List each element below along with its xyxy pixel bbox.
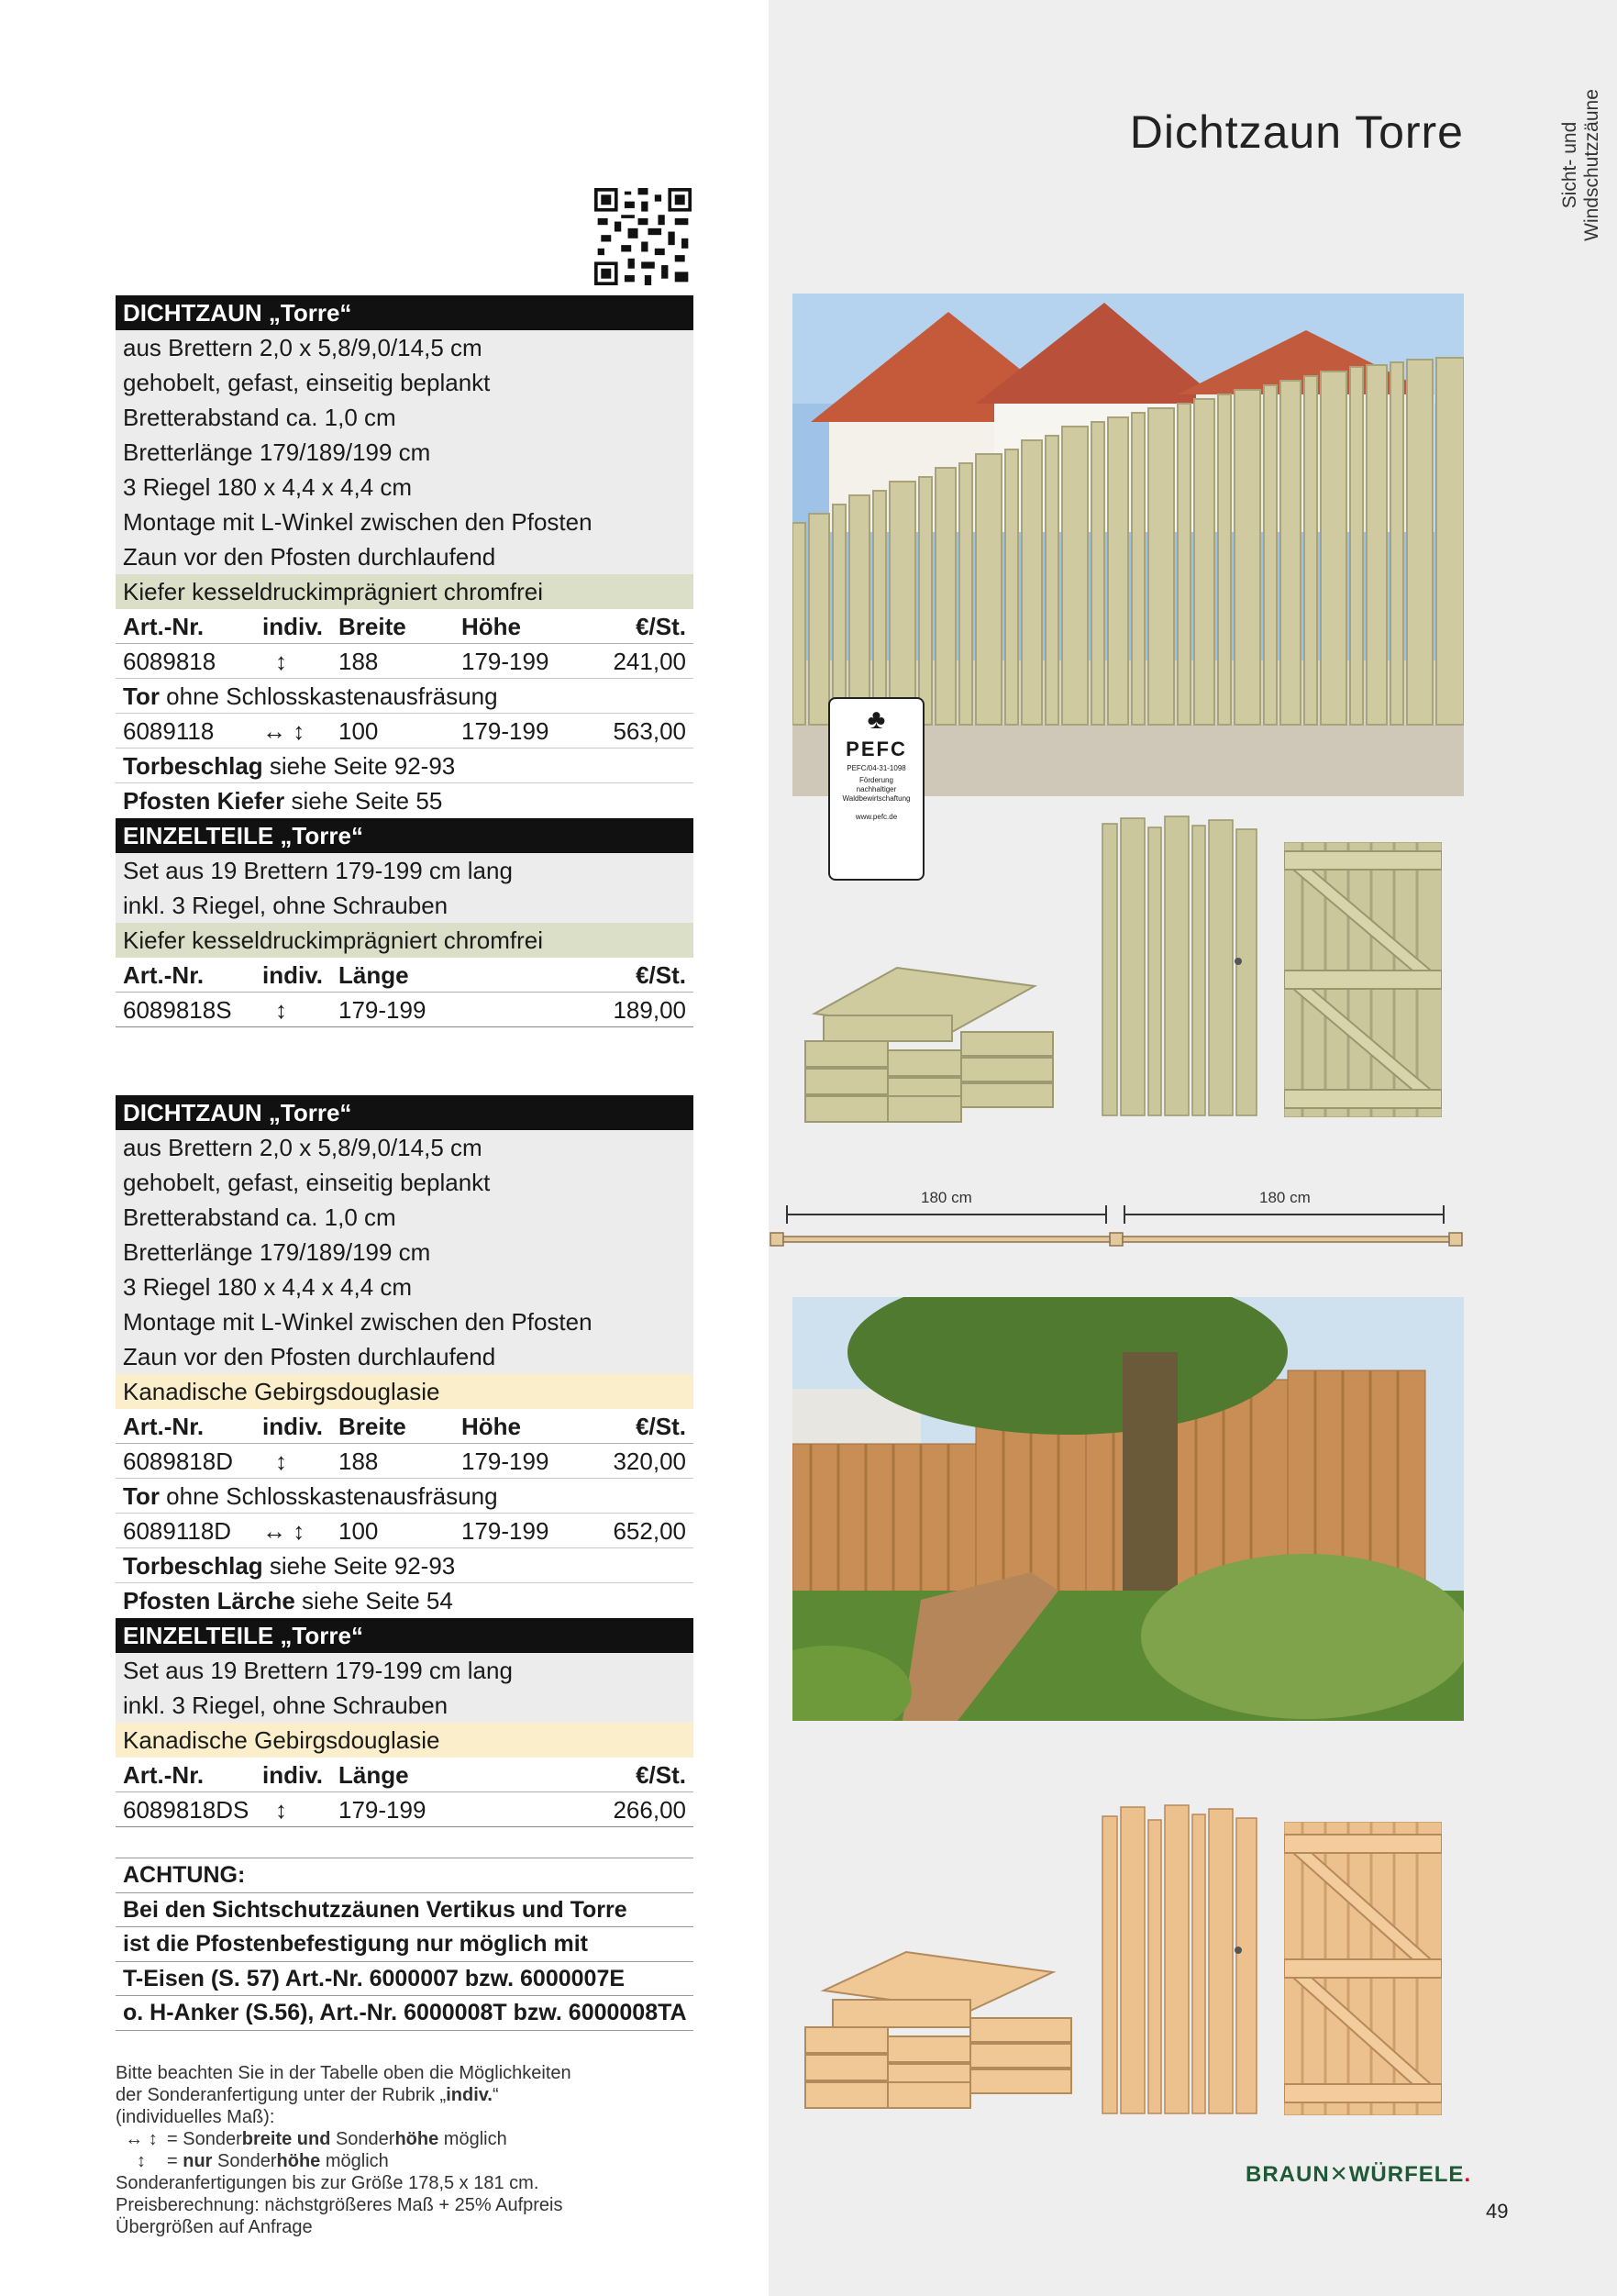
section1-tor: [116, 679, 693, 714]
laenge: 179-199: [338, 1796, 426, 1824]
section2-einzel-desc-2: inkl. 3 Riegel, ohne Schrauben: [116, 1688, 693, 1723]
section2-einzel-heading: EINZELTEILE „Torre“: [116, 1618, 693, 1653]
legend-part: =: [167, 2151, 183, 2171]
footnote-line-2: [116, 2084, 684, 2106]
beschlag-label: Torbeschlag: [123, 1552, 263, 1580]
section1-desc-1: aus Brettern 2,0 x 5,8/9,0/14,5 cm: [116, 330, 693, 365]
boards-stack-douglas: [796, 1945, 1080, 2110]
beschlag-text: siehe Seite 92-93: [262, 752, 456, 780]
col-art: Art.-Nr.: [123, 613, 205, 640]
footnote-line-6: Übergrößen auf Anfrage: [116, 2217, 313, 2237]
preis: 241,00: [613, 648, 686, 675]
width-height-icon: ↔ ↕: [125, 2129, 158, 2149]
side-tab-line2: Windschutzzäune: [1581, 89, 1602, 241]
section1-wood: Kiefer kesseldruckimprägniert chromfrei: [116, 574, 693, 609]
notice-line-1: ACHTUNG:: [116, 1858, 693, 1893]
section1-col-headers: [116, 609, 693, 644]
side-tab-line1: Sicht- und: [1559, 121, 1580, 209]
preis: 189,00: [613, 996, 686, 1024]
legend-bold: höhe: [394, 2129, 439, 2149]
col-indiv: indiv.: [262, 1761, 323, 1789]
brand-dot: .: [1464, 2162, 1472, 2187]
gate-back-douglas: [1284, 1822, 1442, 2115]
preis: 563,00: [613, 717, 686, 745]
legend-part: möglich: [438, 2129, 507, 2149]
section1-desc-4: Bretterlänge 179/189/199 cm: [116, 435, 693, 470]
pefc-text-2: nachhaltiger: [856, 785, 897, 793]
col-preis: €/St.: [636, 1413, 686, 1440]
dimension-label-1: 180 cm: [921, 1189, 972, 1206]
pfosten-text: siehe Seite 54: [294, 1587, 453, 1614]
preis: 320,00: [613, 1447, 686, 1475]
hoehe: 179-199: [461, 717, 549, 745]
tor-text: ohne Schlosskastenausfräsung: [159, 682, 498, 710]
hoehe: 179-199: [461, 1447, 549, 1475]
boards-stack-pine: [796, 959, 1064, 1124]
pfosten-label: Pfosten Kiefer: [123, 787, 285, 815]
col-indiv: indiv.: [262, 961, 323, 989]
col-hoehe: Höhe: [461, 1413, 521, 1440]
legend-row-1: [116, 2128, 684, 2150]
section2-einzel-wood: Kanadische Gebirgsdouglasie: [116, 1723, 693, 1758]
footnote-line-5: Preisberechnung: nächstgrößeres Maß + 25% Aufpreis: [116, 2195, 563, 2215]
section2-desc-4: Bretterlänge 179/189/199 cm: [116, 1235, 693, 1270]
pefc-label: [828, 697, 925, 881]
handle-icon: [1235, 1947, 1242, 1954]
indiv-icon: ↕: [275, 996, 287, 1024]
laenge: 179-199: [338, 996, 426, 1024]
beschlag-text: siehe Seite 92-93: [262, 1552, 456, 1580]
pefc-text-1: Förderung: [859, 776, 893, 784]
indiv-icon: ↕: [275, 648, 287, 675]
section2-desc-2: gehobelt, gefast, einseitig beplankt: [116, 1165, 693, 1200]
col-art: Art.-Nr.: [123, 1413, 205, 1440]
page-title: Dichtzaun Torre: [1129, 106, 1464, 158]
table-row: [116, 714, 693, 749]
col-laenge: Länge: [338, 1761, 409, 1789]
section1-desc-3: Bretterabstand ca. 1,0 cm: [116, 400, 693, 435]
legend-text: [167, 2150, 389, 2172]
indiv-icon: ↔ ↕: [262, 717, 305, 745]
footnote-indiv: indiv.: [446, 2085, 493, 2105]
indiv-icon: ↕: [275, 1796, 287, 1824]
section2-wood: Kanadische Gebirgsdouglasie: [116, 1374, 693, 1409]
height-icon: ↕: [137, 2151, 146, 2171]
art-nr: 6089818S: [123, 996, 232, 1024]
col-indiv: indiv.: [262, 613, 323, 640]
section2-desc-5: 3 Riegel 180 x 4,4 x 4,4 cm: [116, 1270, 693, 1304]
pefc-url: www.pefc.de: [855, 813, 898, 821]
pefc-text-3: Waldbewirtschaftung: [842, 794, 911, 803]
beschlag-label: Torbeschlag: [123, 752, 263, 780]
col-indiv: indiv.: [262, 1413, 323, 1440]
footnote-quote: “: [492, 2085, 499, 2105]
col-breite: Breite: [338, 1413, 406, 1440]
breite: 100: [338, 717, 379, 745]
fence-dimension-diagram: [769, 1183, 1466, 1257]
legend-part: Sonder: [330, 2129, 395, 2149]
col-preis: €/St.: [636, 961, 686, 989]
section1-einzel-desc-1: Set aus 19 Brettern 179-199 cm lang: [116, 853, 693, 888]
section1-einzel-desc-2: inkl. 3 Riegel, ohne Schrauben: [116, 888, 693, 923]
qr-code: [594, 188, 692, 285]
section1-pfosten: [116, 783, 693, 818]
section1-desc-7: Zaun vor den Pfosten durchlaufend: [116, 539, 693, 574]
col-art: Art.-Nr.: [123, 961, 205, 989]
col-art: Art.-Nr.: [123, 1761, 205, 1789]
preis: 266,00: [613, 1796, 686, 1824]
table-row: [116, 1792, 693, 1827]
section1-einzel-col-headers: [116, 958, 693, 993]
tree-icon: ♣: [867, 704, 886, 735]
legend-bold: höhe: [276, 2151, 321, 2171]
col-breite: Breite: [338, 613, 406, 640]
footnote-line-4: Sonderanfertigungen bis zur Größe 178,5 x 181 cm.: [116, 2173, 539, 2193]
section2-heading: DICHTZAUN „Torre“: [116, 1095, 693, 1130]
notice-box: [116, 1858, 693, 2031]
section1-einzel-wood: Kiefer kesseldruckimprägniert chromfrei: [116, 923, 693, 958]
tor-text: ohne Schlosskastenausfräsung: [159, 1482, 498, 1510]
section2-col-headers: [116, 1409, 693, 1444]
section2-desc-1: aus Brettern 2,0 x 5,8/9,0/14,5 cm: [116, 1130, 693, 1165]
col-preis: €/St.: [636, 1761, 686, 1789]
breite: 100: [338, 1517, 379, 1545]
gate-back-pine: [1284, 842, 1442, 1117]
legend-bold: nur: [183, 2151, 213, 2171]
notice-line-4: T-Eisen (S. 57) Art.-Nr. 6000007 bzw. 6000007E: [116, 1962, 693, 1997]
art-nr: 6089818DS: [123, 1796, 249, 1824]
section1-heading: DICHTZAUN „Torre“: [116, 295, 693, 330]
footnote: [116, 2062, 684, 2238]
indiv-icon: ↔ ↕: [262, 1517, 305, 1545]
art-nr: 6089818D: [123, 1447, 233, 1475]
art-nr: 6089118: [123, 717, 215, 745]
dimension-label-2: 180 cm: [1259, 1189, 1311, 1206]
gate-front-douglas: [1101, 1803, 1258, 2115]
brand-logo: [1246, 2161, 1471, 2188]
pefc-logo-text: PEFC: [846, 738, 907, 760]
notice-line-3: ist die Pfostenbefestigung nur möglich mit: [116, 1927, 693, 1962]
brand-part-2: WÜRFELE: [1348, 2162, 1465, 2187]
table-row: [116, 1444, 693, 1479]
gate-front-pine: [1101, 815, 1258, 1117]
footnote-text: der Sonderanfertigung unter der Rubrik „: [116, 2085, 447, 2105]
legend-row-2: [116, 2150, 684, 2172]
pfosten-text: siehe Seite 55: [284, 787, 443, 815]
hoehe: 179-199: [461, 1517, 549, 1545]
section1-desc-6: Montage mit L-Winkel zwischen den Pfosten: [116, 505, 693, 539]
section2-einzel-col-headers: [116, 1758, 693, 1792]
section1-desc-2: gehobelt, gefast, einseitig beplankt: [116, 365, 693, 400]
pfosten-label: Pfosten Lärche: [123, 1587, 295, 1614]
breite: 188: [338, 648, 379, 675]
section2-table: [116, 1095, 693, 1827]
indiv-icon: ↕: [275, 1447, 287, 1475]
section1-desc-5: 3 Riegel 180 x 4,4 x 4,4 cm: [116, 470, 693, 505]
brand-part-1: BRAUN: [1246, 2162, 1330, 2187]
tor-label: Tor: [123, 682, 160, 710]
fence-photo-douglas: [792, 1297, 1464, 1721]
art-nr: 6089118D: [123, 1517, 232, 1545]
tor-label: Tor: [123, 1482, 160, 1510]
section1-einzel-heading: EINZELTEILE „Torre“: [116, 818, 693, 853]
preis: 652,00: [613, 1517, 686, 1545]
table-row: [116, 993, 693, 1027]
section1-table: [116, 295, 693, 1027]
notice-line-2: Bei den Sichtschutzzäunen Vertikus und Torre: [116, 1893, 693, 1928]
brand-x: ✕: [1329, 2162, 1349, 2187]
section2-einzel-desc-1: Set aus 19 Brettern 179-199 cm lang: [116, 1653, 693, 1688]
section2-desc-6: Montage mit L-Winkel zwischen den Pfosten: [116, 1304, 693, 1339]
footnote-line-3: (individuelles Maß):: [116, 2107, 275, 2127]
table-row: [116, 1514, 693, 1548]
col-laenge: Länge: [338, 961, 409, 989]
legend-text: [167, 2128, 507, 2150]
handle-icon: [1235, 958, 1242, 965]
col-hoehe: Höhe: [461, 613, 521, 640]
legend-bold: breite und: [241, 2129, 331, 2149]
legend-part: möglich: [320, 2151, 389, 2171]
section2-beschlag: [116, 1548, 693, 1583]
legend-part: Sonder: [212, 2151, 277, 2171]
section2-desc-7: Zaun vor den Pfosten durchlaufend: [116, 1339, 693, 1374]
breite: 188: [338, 1447, 379, 1475]
section1-beschlag: [116, 749, 693, 783]
art-nr: 6089818: [123, 648, 216, 675]
hoehe: 179-199: [461, 648, 549, 675]
side-tab: [1548, 73, 1614, 257]
legend-part: = Sonder: [167, 2129, 242, 2149]
col-preis: €/St.: [636, 613, 686, 640]
table-row: [116, 644, 693, 679]
page-number: 49: [1486, 2200, 1509, 2223]
section2-desc-3: Bretterabstand ca. 1,0 cm: [116, 1200, 693, 1235]
pefc-code: PEFC/04-31-1098: [847, 764, 906, 772]
section2-pfosten: [116, 1583, 693, 1618]
notice-line-5: o. H-Anker (S.56), Art.-Nr. 6000008T bzw. 6000008TA: [116, 1996, 693, 2031]
section2-tor: [116, 1479, 693, 1514]
footnote-line-1: Bitte beachten Sie in der Tabelle oben die Möglichkeiten: [116, 2063, 571, 2083]
